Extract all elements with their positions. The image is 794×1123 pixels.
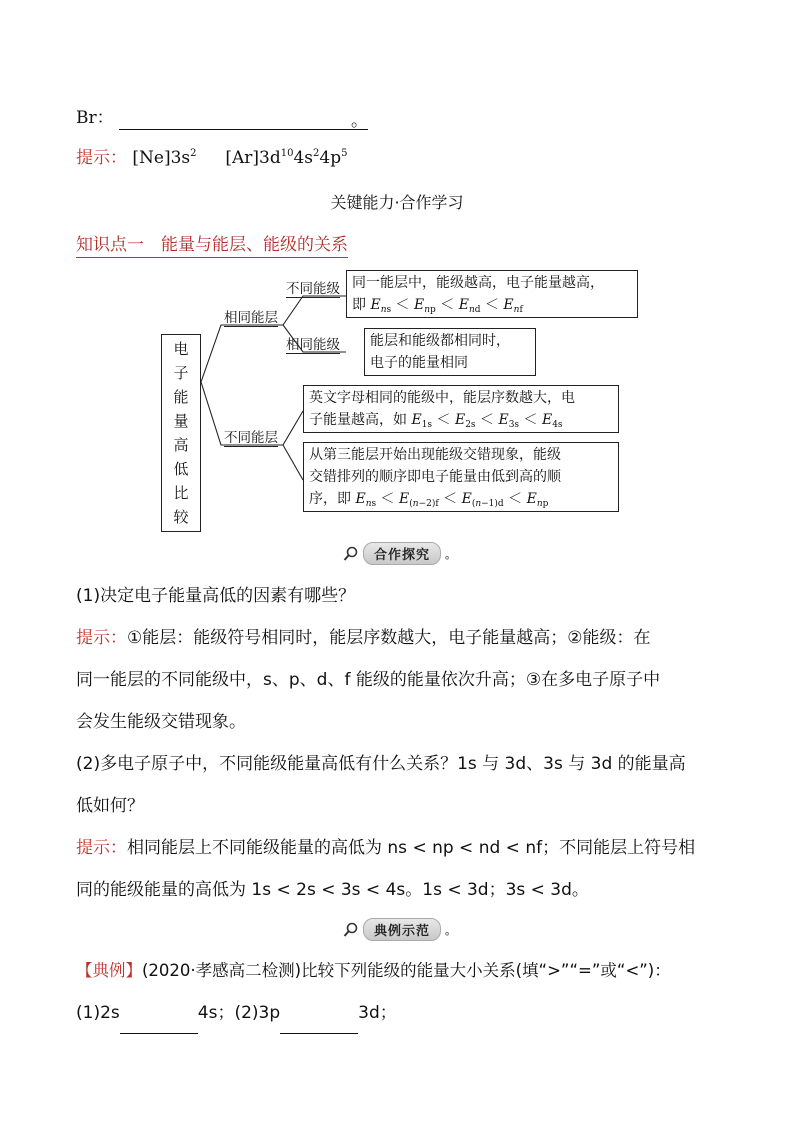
label-diff-layer xyxy=(224,426,278,446)
magnifier-icon xyxy=(343,922,359,938)
example-label: 【典例】 xyxy=(76,961,142,980)
magnifier-icon xyxy=(343,546,359,562)
question-1: (1)决定电子能量高低的因素有哪些？ xyxy=(76,586,356,606)
ar-config: [Ar]3d xyxy=(225,148,281,168)
hint-2-line-1 xyxy=(76,617,650,659)
box-line: 同一能层中，能级越高，电子能量越高， xyxy=(352,275,604,291)
badge-cooperate: 合作探究 。 xyxy=(343,542,456,565)
badge-text: 典例示范 xyxy=(363,918,441,941)
box-line: 从第三能层开始出现能级交错现象，能级 xyxy=(309,447,561,463)
label-text: 相同能层 xyxy=(224,310,278,326)
question-2-line-1: (2)多电子原子中，不同能级能量高低有什么关系？1s 与 3d、3s 与 3d 的能量高 xyxy=(76,754,686,774)
box-line-prefix: 序，即 xyxy=(309,491,356,507)
config-4p: 4p xyxy=(319,148,342,168)
badge-example: 典例示范 。 xyxy=(343,918,456,941)
label-same-level xyxy=(286,333,340,353)
root-char: 高低 xyxy=(173,436,189,478)
hint-label: 提示： xyxy=(76,838,127,858)
example-question xyxy=(76,992,397,1034)
box-level-crossing xyxy=(303,442,619,512)
label-text: 不同能级 xyxy=(286,281,340,297)
label-text: 不同能层 xyxy=(224,430,278,446)
box-line: 电子的能量相同 xyxy=(370,355,468,371)
box-same-level xyxy=(364,328,536,376)
box-line: 能层和能级都相同时， xyxy=(370,333,510,349)
hint-2-line-3: 会发生能级交错现象。 xyxy=(76,712,246,732)
hint-2-line-2: 同一能层的不同能级中，s、p、d、f 能级的能量依次升高；③在多电子原子中 xyxy=(76,670,661,690)
root-char: 电子 xyxy=(173,340,189,382)
q-part: 4s；(2)3p xyxy=(197,1003,281,1023)
br-label: Br： xyxy=(76,108,114,128)
example-line xyxy=(76,950,671,992)
box-line: 交错排列的顺序即电子能量由低到高的顺 xyxy=(309,469,561,485)
connector-diff-level xyxy=(283,296,346,325)
connector-box3 xyxy=(283,411,303,445)
label-same-layer xyxy=(224,306,278,326)
hint-3-line-1 xyxy=(76,827,695,869)
question-2-line-2: 低如何？ xyxy=(76,796,144,816)
box-line-prefix: 即 xyxy=(352,297,371,313)
section-title: 关键能力·合作学习 xyxy=(330,193,464,212)
box-diff-layer-same-letter xyxy=(303,385,619,433)
ne-config: [Ne]3s xyxy=(132,148,191,168)
hint-text: ①能层：能级符号相同时，能层序数越大，电子能量越高；②能级：在 xyxy=(127,628,651,648)
connector-box4 xyxy=(283,445,303,480)
answer-blank-2[interactable] xyxy=(280,1007,358,1034)
box-line: 即 $E_{ns} < E_{np} < E_{nd} < E_{nf}$ xyxy=(352,297,523,315)
example-text: (2020·孝感高二检测)比较下列能级的能量大小关系(填“>”“=”或“<”)： xyxy=(142,961,671,980)
label-diff-level xyxy=(286,277,340,297)
box-line: 英文字母相同的能级中，能层序数越大，电 xyxy=(309,390,575,406)
hint-3-line-2: 同的能级能量的高低为 1s < 2s < 3s < 4s。1s < 3d；3s < 3d。 xyxy=(76,880,589,900)
sup: 2 xyxy=(313,148,320,159)
knowledge-point-heading: 知识点一 能量与能层、能级的关系 xyxy=(76,230,348,258)
root-box xyxy=(161,334,201,532)
badge-text: 合作探究 xyxy=(363,542,441,565)
sup: 2 xyxy=(190,148,197,159)
box-same-layer-diff-level xyxy=(346,270,638,318)
hint-text: 相同能层上不同能级能量的高低为 ns < np < nd < nf；不同能层上符号相 xyxy=(127,838,696,858)
box-line: 子能量越高，如 $E_{1s} < E_{2s} < E_{3s} < E_{4s}$ xyxy=(309,412,563,430)
q-part: 3d； xyxy=(358,1003,397,1023)
sup: 5 xyxy=(341,148,348,159)
sup: 10 xyxy=(280,148,294,159)
box-line-prefix: 子能量越高，如 xyxy=(309,412,412,428)
box-line: 序，即 $E_{ns} < E_{(n-2)f} < E_{(n-1)d} < E_{np}$ xyxy=(309,491,549,509)
root-char: 能量 xyxy=(173,388,189,430)
hint-label: 提示： xyxy=(76,148,127,168)
energy-comparison-diagram xyxy=(0,0,794,560)
end-mark: 。 xyxy=(351,111,369,131)
q-part: (1)2s xyxy=(76,1003,120,1023)
config-4s: 4s xyxy=(293,148,313,168)
connector-same-layer xyxy=(201,325,283,382)
answer-blank-1[interactable] xyxy=(120,1007,198,1034)
hint-label: 提示： xyxy=(76,628,127,648)
label-text: 相同能级 xyxy=(286,337,340,353)
root-char: 比较 xyxy=(173,484,189,526)
